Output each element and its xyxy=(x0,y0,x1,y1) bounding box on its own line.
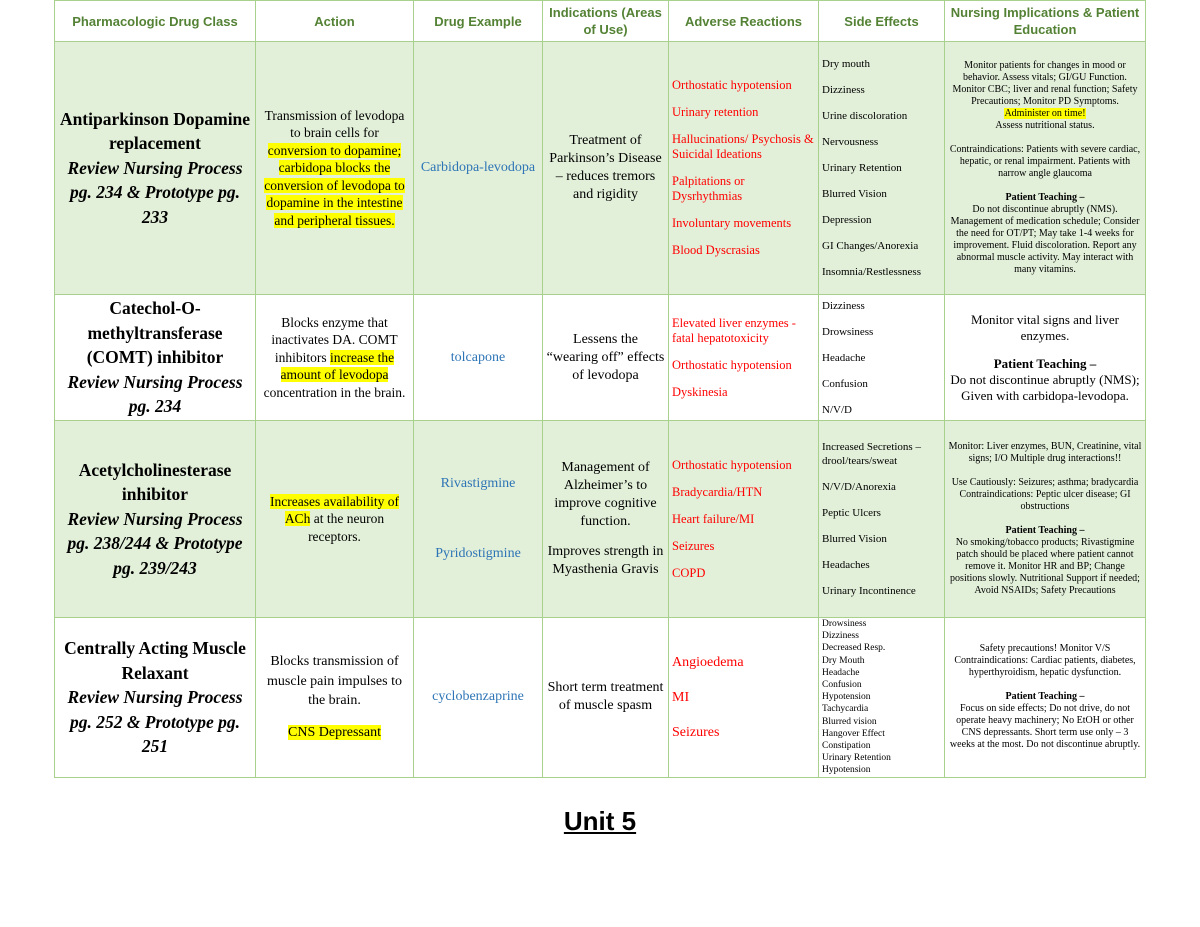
action-text: at the neuron receptors. xyxy=(308,511,385,544)
header-indications: Indications (Areas of Use) xyxy=(543,1,669,42)
side-effect-item: Dizziness xyxy=(822,299,865,312)
action-highlight: Increases availability of ACh xyxy=(270,493,399,527)
side-effect-item: N/V/D/Anorexia xyxy=(822,481,896,493)
side-effect-item: Tachycardia xyxy=(822,704,869,715)
indication-text: Management of Alzheimer’s to improve cognitive function. xyxy=(554,460,657,529)
drug-example: cyclobenzaprine xyxy=(432,689,524,705)
nursing-text: Assess nutritional status. xyxy=(995,120,1095,131)
side-effect-item: Hangover Effect xyxy=(822,728,885,739)
side-effect-item: Urinary Retention xyxy=(822,162,902,174)
side-effect-item: Confusion xyxy=(822,680,862,691)
adverse-cell xyxy=(669,618,819,778)
side-effect-item: Constipation xyxy=(822,741,871,752)
nursing-text: Monitor patients for changes in mood or behavior. Assess vitals; GI/GU Function. Monitor CBC; liver and renal function; Safety Precautions; Monitor PD Symptoms. xyxy=(952,60,1138,107)
side-effect-item: Hypotension xyxy=(822,692,871,703)
adverse-item: COPD xyxy=(672,565,706,580)
action-cell xyxy=(256,618,414,778)
side-effects-cell xyxy=(819,421,945,618)
indication-cell xyxy=(543,42,669,295)
drug-example-cell xyxy=(414,42,543,295)
side-effect-item: Dry Mouth xyxy=(822,655,865,666)
action-text: Blocks enzyme that inactivates DA. COMT inhibitors xyxy=(271,314,398,365)
action-cell xyxy=(256,295,414,421)
patient-teaching-text: Do not discontinue abruptly (NMS); Given with carbidopa-levodopa. xyxy=(950,371,1140,403)
table-row xyxy=(55,42,1146,295)
indication-cell xyxy=(543,295,669,421)
table-row xyxy=(55,618,1146,778)
side-effect-item: Blurred Vision xyxy=(822,188,887,200)
drug-class-cell xyxy=(55,618,256,778)
drug-class-reference: Review Nursing Process pg. 234 & Prototype pg. 233 xyxy=(67,157,243,227)
indication-text: Lessens the “wearing off” effects of levodopa xyxy=(546,331,665,383)
adverse-item: Seizures xyxy=(672,724,720,740)
side-effects-cell xyxy=(819,42,945,295)
drug-class-cell xyxy=(55,295,256,421)
side-effect-item: Dizziness xyxy=(822,631,859,642)
side-effect-item: Headaches xyxy=(822,559,870,571)
side-effect-item: Drowsiness xyxy=(822,325,874,338)
adverse-item: Dyskinesia xyxy=(672,384,728,399)
adverse-item: Hallucinations/ Psychosis & Suicidal Ideations xyxy=(672,132,814,161)
action-cell xyxy=(256,421,414,618)
side-effect-item: Dry mouth xyxy=(822,58,870,70)
action-highlight: increase the amount of levodopa xyxy=(280,349,395,383)
nursing-text: Safety precautions! Monitor V/S Contraindications: Cardiac patients, diabetes, hyperthyroidism, hepatic dysfunction. xyxy=(954,643,1136,679)
drug-class-title: Centrally Acting Muscle Relaxant xyxy=(64,638,246,683)
adverse-item: Blood Dyscrasias xyxy=(672,243,760,257)
nursing-cell xyxy=(945,42,1146,295)
adverse-cell xyxy=(669,295,819,421)
side-effect-item: Blurred vision xyxy=(822,716,877,727)
drug-example-cell xyxy=(414,618,543,778)
drug-class-reference: Review Nursing Process pg. 238/244 & Prototype pg. 239/243 xyxy=(67,508,243,578)
side-effect-item: Depression xyxy=(822,214,872,226)
side-effect-item: Urine discoloration xyxy=(822,110,908,122)
side-effect-item: Hypotension xyxy=(822,765,871,776)
adverse-item: Angioedema xyxy=(672,654,744,670)
nursing-highlight: Administer on time! xyxy=(1004,108,1086,119)
side-effects-cell xyxy=(819,295,945,421)
side-effect-item: Blurred Vision xyxy=(822,533,887,545)
patient-teaching-label: Patient Teaching – xyxy=(993,355,1097,371)
adverse-cell xyxy=(669,42,819,295)
indication-text: Short term treatment of muscle spasm xyxy=(547,680,664,714)
patient-teaching-text: No smoking/tobacco products; Rivastigmine patch should be placed where patient cannot remove it. Monitor HR and BP; Change positions slowly. Nutritional Support if needed; Avoid NSAIDs; Safety Precautions xyxy=(950,537,1140,596)
nursing-text: Monitor: Liver enzymes, BUN, Creatinine, vital signs; I/O Multiple drug interactions!! xyxy=(948,441,1142,464)
adverse-cell xyxy=(669,421,819,618)
nursing-cell xyxy=(945,295,1146,421)
adverse-item: Urinary retention xyxy=(672,105,759,119)
action-highlight: CNS Depressant xyxy=(288,724,381,740)
adverse-item: Orthostatic hypotension xyxy=(672,357,792,372)
side-effect-item: Drowsiness xyxy=(822,619,867,629)
drug-class-cell xyxy=(55,421,256,618)
indication-text: Improves strength in Myasthenia Gravis xyxy=(547,544,664,577)
side-effect-item: Urinary Incontinence xyxy=(822,585,916,597)
drug-class-cell xyxy=(55,42,256,295)
patient-teaching-label: Patient Teaching – xyxy=(1005,525,1085,536)
indication-text: Treatment of Parkinson’s Disease – reduces tremors and rigidity xyxy=(549,133,662,202)
adverse-item: Palpitations or Dysrhythmias xyxy=(672,174,745,203)
nursing-text: Monitor vital signs and liver enzymes. xyxy=(970,311,1120,343)
header-drug-class: Pharmacologic Drug Class xyxy=(55,1,256,42)
nursing-contraindications: Contraindications: Patients with severe cardiac, hepatic, or renal impairment. Patients with narrow angle glaucoma xyxy=(949,144,1141,179)
drug-table xyxy=(54,0,1146,778)
adverse-item: Bradycardia/HTN xyxy=(672,484,763,499)
side-effect-item: Insomnia/Restlessness xyxy=(822,266,921,278)
drug-example-cell xyxy=(414,295,543,421)
table-row xyxy=(55,295,1146,421)
drug-class-title: Antiparkinson Dopamine replacement xyxy=(59,108,251,154)
drug-example: tolcapone xyxy=(450,349,506,365)
patient-teaching-text: Do not discontinue abruptly (NMS). Management of medication schedule; Consider the need for OT/PT; May take 1-4 weeks for improvement. Fluid discoloration. Report any abnormal muscle activity. May interact with many vitamins. xyxy=(950,204,1140,275)
side-effect-item: Peptic Ulcers xyxy=(822,507,881,519)
drug-example-cell xyxy=(414,421,543,618)
header-side-effects: Side Effects xyxy=(819,1,945,42)
side-effect-item: Increased Secretions – drool/tears/sweat xyxy=(822,441,921,467)
side-effect-item: Urinary Retention xyxy=(822,753,891,764)
indication-cell xyxy=(543,421,669,618)
adverse-item: Seizures xyxy=(672,538,715,553)
nursing-cell xyxy=(945,421,1146,618)
action-text: Transmission of levodopa to brain cells for xyxy=(264,107,405,141)
patient-teaching-text: Focus on side effects; Do not drive, do not operate heavy machinery; No EtOH or other CNS depressants. Short term use only – 3 weeks at the most. Do not discontinue abruptly. xyxy=(949,703,1141,751)
patient-teaching-label: Patient Teaching – xyxy=(1005,192,1085,203)
adverse-item: Orthostatic hypotension xyxy=(672,457,792,472)
patient-teaching-label: Patient Teaching – xyxy=(1005,691,1085,703)
action-cell xyxy=(256,42,414,295)
side-effect-item: Confusion xyxy=(822,377,868,390)
header-row xyxy=(55,1,1146,42)
nursing-contraindications: Use Cautiously: Seizures; asthma; bradycardia Contraindications: Peptic ulcer disease; GI obstructions xyxy=(951,477,1139,512)
side-effect-item: GI Changes/Anorexia xyxy=(822,240,919,252)
header-adverse-reactions: Adverse Reactions xyxy=(669,1,819,42)
adverse-item: Elevated liver enzymes - fatal hepatotoxicity xyxy=(672,315,796,345)
adverse-item: MI xyxy=(672,689,690,705)
drug-class-title: Acetylcholinesterase inhibitor xyxy=(78,459,232,505)
drug-example: Rivastigmine xyxy=(440,476,516,491)
side-effect-item: Dizziness xyxy=(822,84,865,96)
adverse-item: Orthostatic hypotension xyxy=(672,78,792,92)
header-nursing-implications: Nursing Implications & Patient Education xyxy=(945,1,1146,42)
header-drug-example: Drug Example xyxy=(414,1,543,42)
adverse-item: Heart failure/MI xyxy=(672,511,755,526)
action-text: concentration in the brain. xyxy=(263,384,406,400)
adverse-item: Involuntary movements xyxy=(672,216,792,230)
header-action: Action xyxy=(256,1,414,42)
side-effect-item: Decreased Resp. xyxy=(822,643,886,654)
side-effect-item: N/V/D xyxy=(822,403,852,416)
drug-class-reference: Review Nursing Process pg. 234 xyxy=(67,371,243,417)
drug-class-title: Catechol-O-methyltransferase (COMT) inhibitor xyxy=(86,298,224,368)
side-effects-cell xyxy=(819,618,945,778)
table-row xyxy=(55,421,1146,618)
unit-title: Unit 5 xyxy=(563,806,637,836)
drug-class-reference: Review Nursing Process pg. 252 & Prototype pg. 251 xyxy=(67,687,243,757)
nursing-cell xyxy=(945,618,1146,778)
drug-example: Pyridostigmine xyxy=(435,546,521,561)
indication-cell xyxy=(543,618,669,778)
side-effect-item: Headache xyxy=(822,667,860,678)
action-text: Blocks transmission of muscle pain impulses to the brain. xyxy=(267,654,402,709)
side-effect-item: Headache xyxy=(822,351,866,364)
drug-example: Carbidopa-levodopa xyxy=(420,160,536,175)
action-highlight: conversion to dopamine; carbidopa blocks the conversion of levodopa to dopamine in the intestine and peripheral tissues. xyxy=(264,142,405,228)
side-effect-item: Nervousness xyxy=(822,136,879,148)
